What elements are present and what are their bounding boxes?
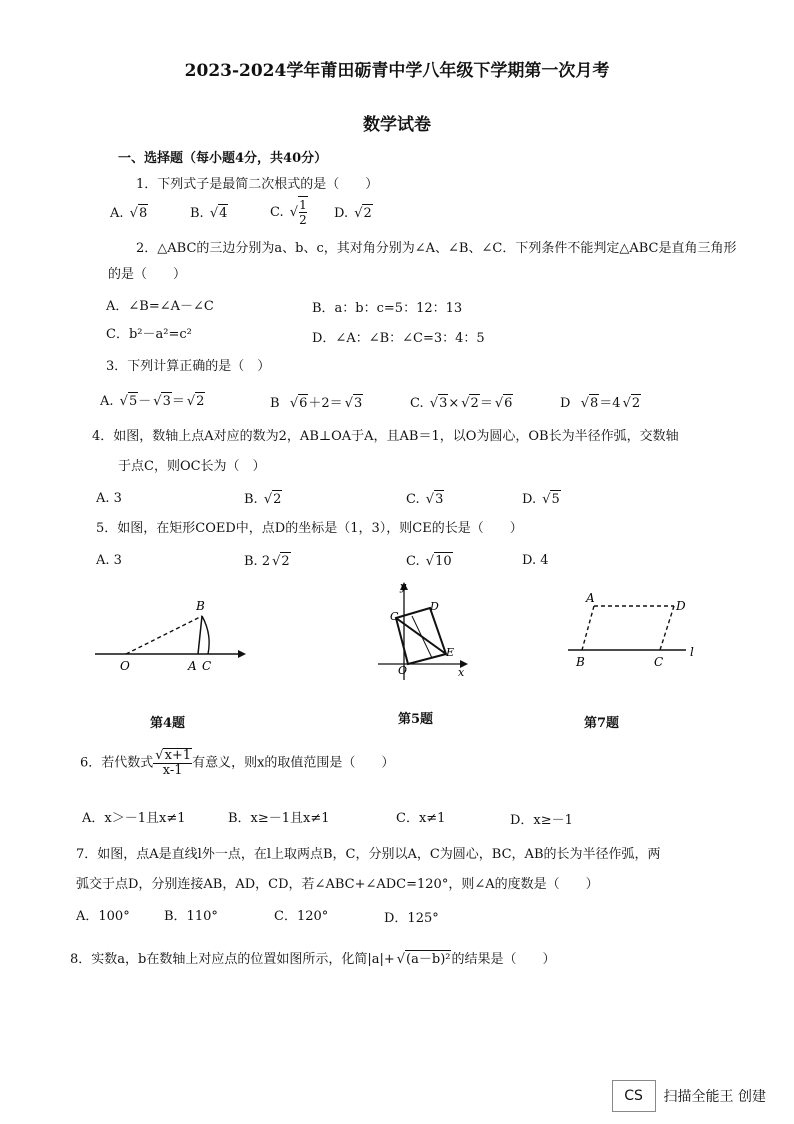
q6-option-d: D．x≥－1: [510, 813, 573, 828]
q1-stem: 1．下列式子是最简二次根式的是（ ）: [136, 177, 379, 192]
q2-stem-line2: 的是（ ）: [108, 267, 187, 282]
q1-a-radicand: √ 8: [138, 204, 149, 223]
q7-option-c: C．120°: [274, 909, 329, 924]
q3-stem: 3．下列计算正确的是（ ）: [106, 359, 271, 374]
fig5-label-c: C: [390, 610, 399, 623]
q5-option-d: D. 4: [522, 553, 549, 568]
section-heading: 一、选择题（每小题4分，共40分）: [118, 151, 328, 166]
q6-numerator: √ x+1: [163, 748, 192, 763]
fig7-label-a: A: [586, 591, 595, 605]
fig5-label-y: y: [400, 580, 407, 593]
q1-option-b: B. √ 4: [190, 204, 228, 223]
q4-option-a: A. 3: [96, 491, 122, 506]
q2-option-c: C．b²－a²=c²: [106, 327, 192, 342]
fig4-label-b: B: [196, 599, 205, 613]
q7-stem-line2: 弧交于点D，分别连接AB，AD，CD，若∠ABC+∠ADC=120°，则∠A的度数是（ ）: [76, 877, 599, 892]
q8-radicand: √ (a－b)²: [405, 950, 452, 969]
q6-stem: 6．若代数式 √ $\frac{x+1}{x-1}$ 有意义，则x的取值范围是（ ）: [80, 748, 394, 778]
fig5-label-d: D: [430, 600, 439, 613]
figure-7: [564, 586, 704, 672]
q7-option-a: A．100°: [76, 909, 130, 924]
q3-option-a: A. √ 5－√ 3＝√ 2: [100, 392, 205, 411]
scanner-text: 扫描全能王 创建: [663, 1089, 766, 1105]
q3-option-b: B √ 6＋2＝√ 3: [270, 394, 363, 413]
q4-stem-line1: 4．如图，数轴上点A对应的数为2，AB⊥OA于A，且AB＝1，以O为圆心，OB长为半径作弧，交数轴: [92, 429, 679, 444]
fig7-label-c: C: [654, 655, 664, 669]
q4-option-c: C. √ 3: [406, 490, 444, 509]
fig5-caption: 第5题: [398, 712, 434, 727]
q4-stem-line2: 于点C，则OC长为（ ）: [118, 459, 266, 474]
q1-d-radicand: √ 2: [362, 204, 373, 223]
q8-stem: 8．实数a，b在数轴上对应点的位置如图所示，化简|a|+√ (a－b)²的结果是（ ）: [70, 950, 556, 969]
q6-option-b: B．x≥－1且x≠1: [228, 811, 330, 826]
q2-option-d: D．∠A：∠B：∠C=3：4：5: [312, 331, 485, 346]
fig4-label-c: C: [202, 659, 212, 673]
scanner-watermark: [612, 1081, 766, 1111]
q4-option-d: D. √ 5: [522, 490, 561, 509]
q4-option-b: B. √ 2: [244, 490, 282, 509]
q2-option-b: B．a：b：c=5：12：13: [312, 301, 463, 316]
fig7-label-l: l: [690, 645, 694, 659]
q5-stem: 5．如图，在矩形COED中，点D的坐标是（1，3），则CE的长是（ ）: [96, 521, 523, 536]
q1-b-radicand: √ 4: [218, 204, 229, 223]
q3-option-d: D √ 8＝4√ 2: [560, 394, 641, 413]
q5-option-c: C. √ 10: [406, 552, 453, 571]
fig7-label-d: D: [676, 599, 686, 613]
q7-option-b: B．110°: [164, 909, 218, 924]
q7-stem-line1: 7．如图，点A是直线l外一点，在l上取两点B，C，分别以A，C为圆心，BC，AB的长为半径作弧，两: [76, 847, 661, 862]
page-title: 2023-2024学年莆田砺青中学八年级下学期第一次月考: [184, 61, 610, 81]
q6-option-a: A．x＞－1且x≠1: [82, 811, 186, 826]
q5-option-b: B. 2√ 2: [244, 552, 291, 571]
fig5-label-e: E: [446, 646, 455, 659]
figure-5: [372, 580, 472, 684]
q1-c-denominator: 2: [299, 213, 307, 227]
q1-option-c: C. √ $\frac{1}{2}$: [270, 196, 308, 227]
fig4-label-a: A: [188, 659, 197, 673]
fig7-caption: 第7题: [584, 716, 620, 731]
q1-option-d: D. √ 2: [334, 204, 373, 223]
fig4-caption: 第4题: [150, 716, 186, 731]
page-subtitle: 数学试卷: [363, 115, 431, 135]
fig5-label-x: x: [458, 666, 465, 679]
q5-option-a: A. 3: [96, 553, 122, 568]
q6-denominator: x-1: [162, 763, 183, 778]
figure-4: [90, 590, 250, 680]
q7-option-d: D．125°: [384, 911, 439, 926]
q8-abs: |a|+: [367, 952, 395, 967]
q1-option-a: A. √ 8: [110, 204, 148, 223]
fig5-label-o: O: [398, 664, 408, 677]
q2-option-a: A．∠B=∠A－∠C: [106, 299, 214, 314]
q2-stem-line1: 2．△ABC的三边分别为a、b、c，其对角分别为∠A、∠B、∠C．下列条件不能判定△ABC是直角三角形: [136, 241, 737, 256]
scanner-logo: CS: [612, 1080, 656, 1112]
fig7-label-b: B: [576, 655, 585, 669]
fig4-label-o: O: [120, 659, 130, 673]
q3-option-c: C. √ 3×√ 2＝√ 6: [410, 394, 513, 413]
q6-option-c: C．x≠1: [396, 811, 446, 826]
q1-c-numerator: √ 1: [299, 198, 307, 212]
